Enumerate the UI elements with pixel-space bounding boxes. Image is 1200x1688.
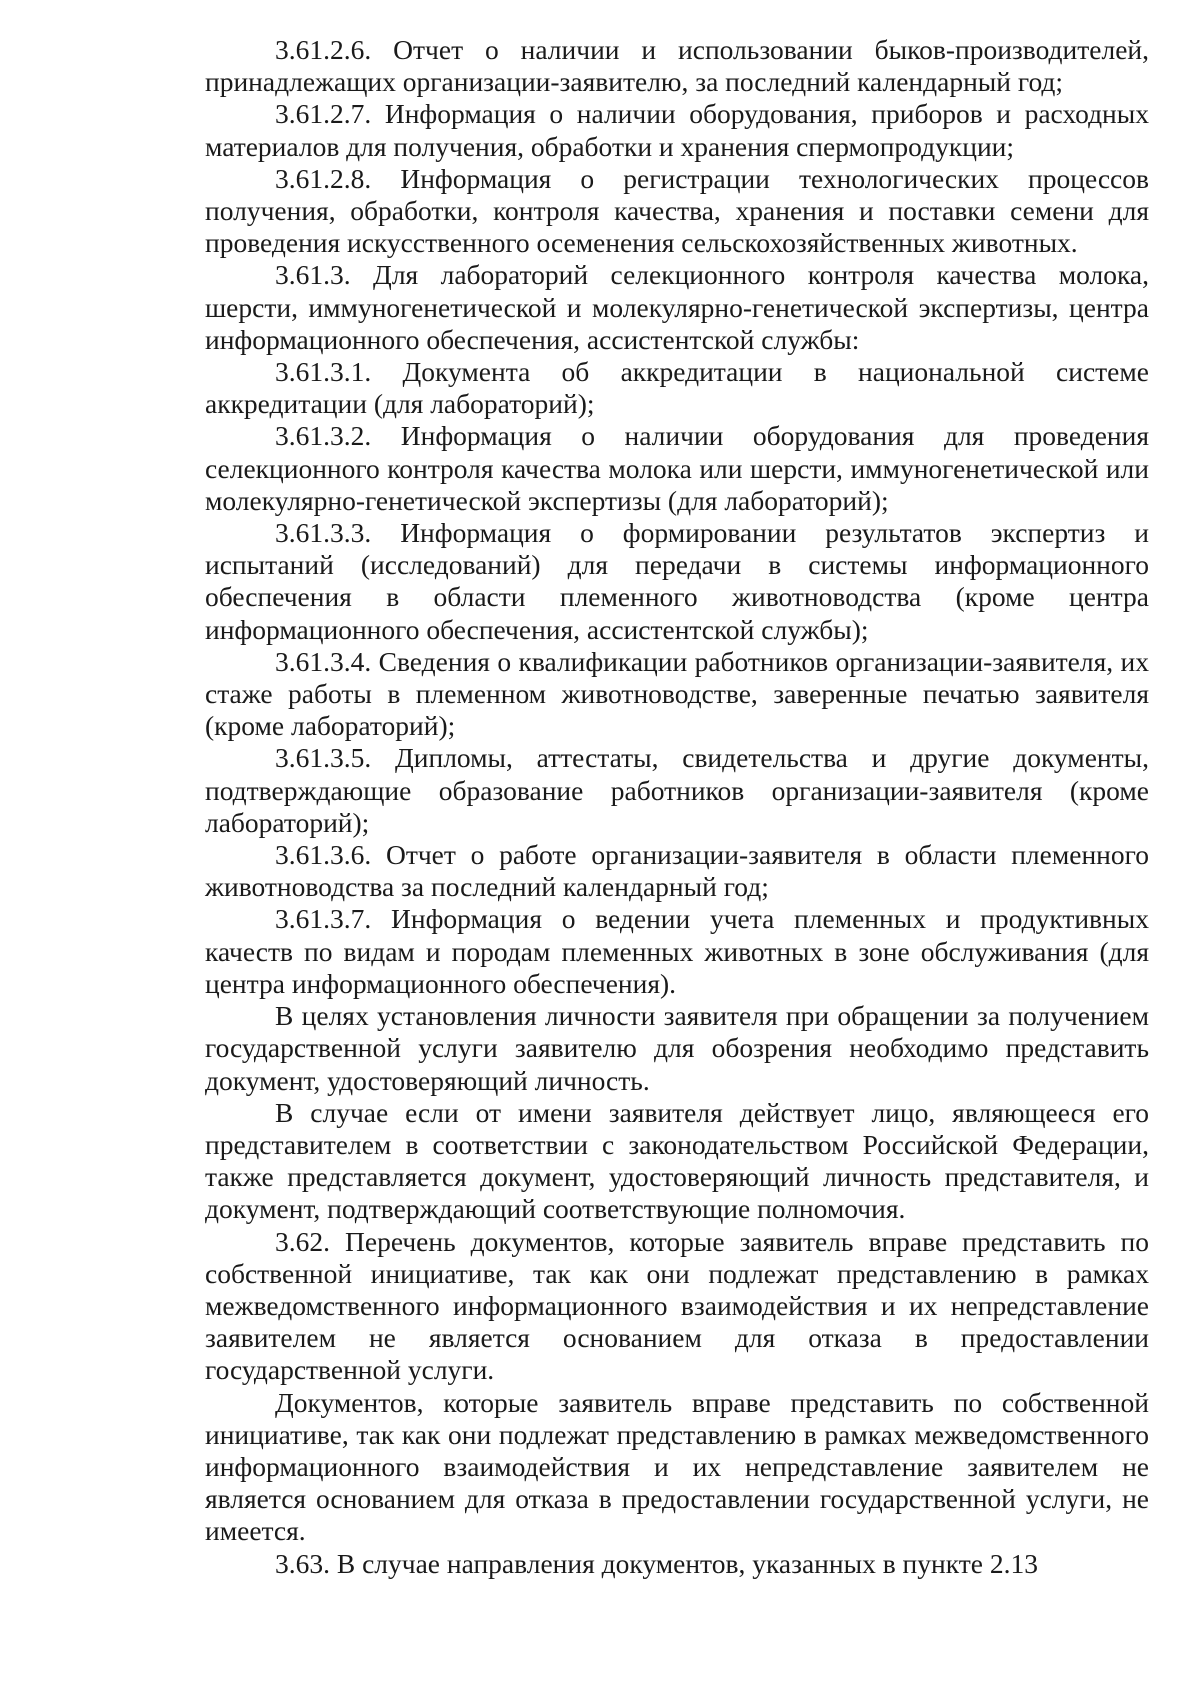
- paragraph-3-63: 3.63. В случае направления документов, указанных в пункте 2.13: [275, 1547, 1038, 1579]
- paragraph-3-61-3-7: 3.61.3.7. Информация о ведении учета племенных и продуктивных качеств по видам и породам племенных животных в зоне обслуживания (для центра информационного обеспечения).: [205, 903, 1149, 999]
- paragraph-3-61-2-8: 3.61.2.8. Информация о регистрации технологических процессов получения, обработки, контроля качества, хранения и поставки семени для проведения искусственного осеменения сельскохозяйственных животных.: [205, 162, 1149, 259]
- paragraph-3-61-3-3: 3.61.3.3. Информация о формировании результатов экспертиз и испытаний (исследований) для передачи в системы информационного обеспечения в области племенного животноводства (кроме центра информационного обеспечения, ассистентской службы);: [205, 517, 1149, 645]
- paragraph-own-initiative: Документов, которые заявитель вправе представить по собственной инициативе, так как они подлежат представлению в рамках межведомственного информационного взаимодействия и их непредставление заявителем не является основанием для отказа в предоставлении государственной услуги, не имеется.: [205, 1386, 1149, 1547]
- paragraph-3-61-3-1: 3.61.3.1. Документа об аккредитации в национальной системе аккредитации (для лабораторий);: [205, 356, 1149, 420]
- paragraph-3-61-3: 3.61.3. Для лабораторий селекционного контроля качества молока, шерсти, иммуногенетической и молекулярно-генетической экспертизы, центра информационного обеспечения, ассистентской службы:: [205, 259, 1149, 355]
- paragraph-3-61-3-2: 3.61.3.2. Информация о наличии оборудования для проведения селекционного контроля качества молока или шерсти, иммуногенетической или молекулярно-генетической экспертизы (для лабораторий);: [205, 420, 1149, 516]
- paragraph-identity: В целях установления личности заявителя при обращении за получением государственной услуги заявителю для обозрения необходимо представить документ, удостоверяющий личность.: [205, 1000, 1149, 1096]
- paragraph-3-61-3-4: 3.61.3.4. Сведения о квалификации работников организации-заявителя, их стаже работы в племенном животноводстве, заверенные печатью заявителя (кроме лабораторий);: [205, 645, 1149, 742]
- paragraph-3-62: 3.62. Перечень документов, которые заявитель вправе представить по собственной инициативе, так как они подлежат представлению в рамках межведомственного информационного взаимодействия и их непредставление заявителем не является основанием для отказа в предоставлении государственной услуги.: [205, 1225, 1149, 1386]
- paragraph-3-61-2-7: 3.61.2.7. Информация о наличии оборудования, приборов и расходных материалов для получения, обработки и хранения спермопродукции;: [205, 98, 1149, 162]
- paragraph-representative: В случае если от имени заявителя действует лицо, являющееся его представителем в соответствии с законодательством Российской Федерации, также представляется документ, удостоверяющий личность представителя, и документ, подтверждающий соответствующие полномочия.: [205, 1096, 1149, 1225]
- document-page: [205, 34, 1149, 1580]
- paragraph-3-61-3-6: 3.61.3.6. Отчет о работе организации-заявителя в области племенного животноводства за последний календарный год;: [205, 839, 1149, 903]
- paragraph-3-61-3-5: 3.61.3.5. Дипломы, аттестаты, свидетельства и другие документы, подтверждающие образование работников организации-заявителя (кроме лабораторий);: [205, 742, 1149, 838]
- paragraph-3-61-2-6: 3.61.2.6. Отчет о наличии и использовании быков-производителей, принадлежащих организации-заявителю, за последний календарный год;: [205, 34, 1149, 98]
